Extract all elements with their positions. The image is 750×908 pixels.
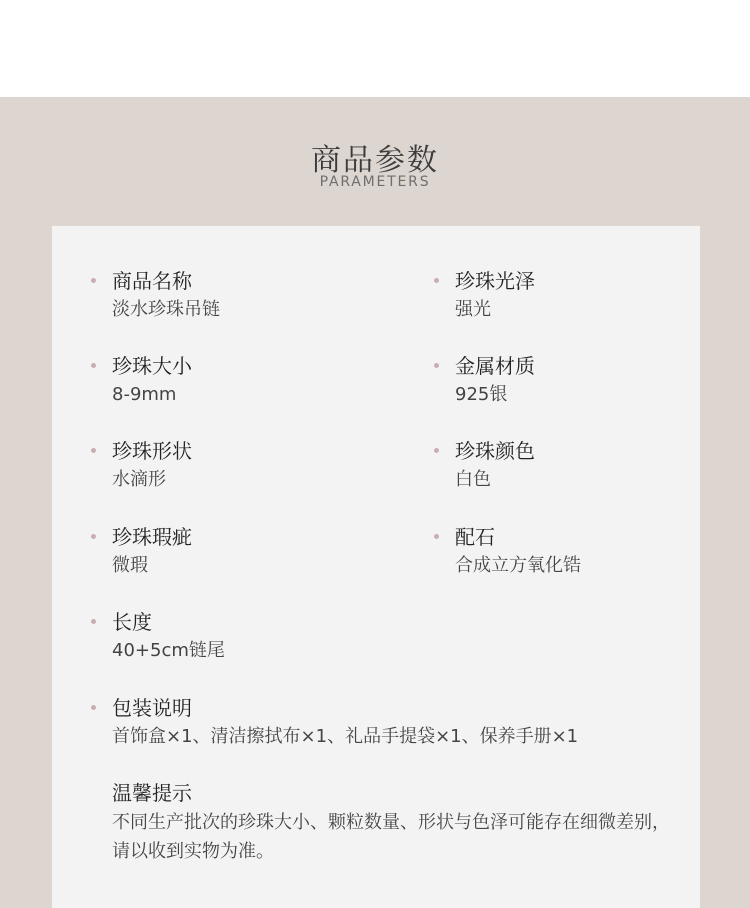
param-label: 长度 — [112, 610, 152, 634]
notice-title: 温馨提示 — [112, 781, 192, 805]
section-subtitle: PARAMETERS — [319, 174, 431, 190]
param-label: 珍珠光泽 — [455, 269, 535, 293]
param-value: 8-9mm — [112, 384, 177, 405]
param-value: 水滴形 — [112, 469, 166, 490]
param-value: 白色 — [455, 469, 491, 490]
bullet-dot-icon — [91, 705, 96, 710]
param-label: 珍珠颜色 — [455, 439, 535, 463]
param-item-pearl-shape — [112, 438, 192, 493]
bullet-dot-icon — [91, 534, 96, 539]
bullet-dot-icon — [91, 448, 96, 453]
param-item-stone — [455, 524, 581, 579]
param-label: 珍珠大小 — [112, 354, 192, 378]
param-label: 配石 — [455, 525, 495, 549]
param-value: 微瑕 — [112, 555, 148, 576]
top-blank-area — [0, 0, 750, 97]
param-item-pearl-size — [112, 353, 192, 408]
param-label: 包装说明 — [112, 696, 192, 720]
bullet-dot-icon — [434, 363, 439, 368]
param-value: 强光 — [455, 299, 491, 320]
param-item-pearl-color — [455, 438, 535, 493]
param-item-length — [112, 609, 225, 664]
param-item-pearl-flaw — [112, 524, 192, 579]
param-item-pearl-luster — [455, 268, 535, 323]
param-item-packaging — [112, 695, 578, 750]
notice-block — [112, 780, 687, 866]
param-label: 金属材质 — [455, 354, 535, 378]
param-item-product-name — [112, 268, 220, 323]
param-label: 商品名称 — [112, 269, 192, 293]
bullet-dot-icon — [91, 363, 96, 368]
notice-text: 不同生产批次的珍珠大小、颗粒数量、形状与色泽可能存在细微差别，请以收到实物为准。 — [112, 812, 670, 862]
bullet-dot-icon — [434, 448, 439, 453]
bullet-dot-icon — [91, 278, 96, 283]
param-label: 珍珠瑕疵 — [112, 525, 192, 549]
param-value: 40+5cm链尾 — [112, 640, 225, 661]
section-title: 商品参数 — [311, 143, 439, 178]
bullet-dot-icon — [434, 534, 439, 539]
param-item-metal-material — [455, 353, 535, 408]
bullet-dot-icon — [91, 619, 96, 624]
bullet-dot-icon — [434, 278, 439, 283]
param-value: 合成立方氧化锆 — [455, 555, 581, 576]
param-value: 925银 — [455, 384, 508, 405]
param-value: 首饰盒×1、清洁擦拭布×1、礼品手提袋×1、保养手册×1 — [112, 726, 579, 747]
param-value: 淡水珍珠吊链 — [112, 299, 220, 320]
param-label: 珍珠形状 — [112, 439, 192, 463]
